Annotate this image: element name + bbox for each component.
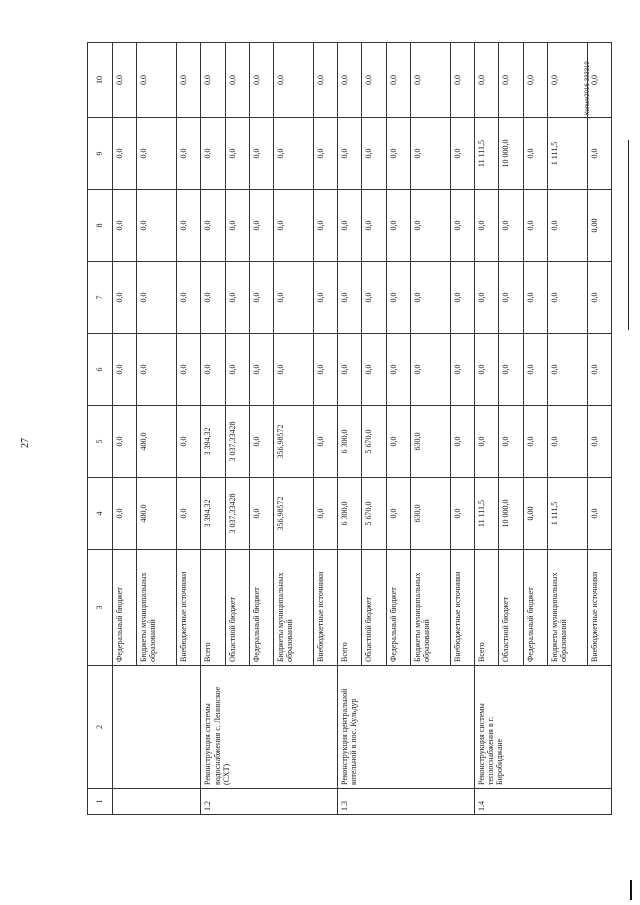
item-number-cell: 1.4	[475, 789, 612, 815]
value-cell: 0,0	[362, 190, 386, 262]
funding-source-cell: Федеральный бюджет	[113, 550, 137, 666]
funding-source-cell: Всего	[201, 550, 225, 666]
value-cell: 0,0	[523, 190, 547, 262]
value-cell: 0,0	[177, 406, 201, 478]
value-cell: 0,0	[249, 190, 273, 262]
value-cell: 0,0	[225, 118, 249, 190]
funding-source-cell: Внебюджетные источники	[177, 550, 201, 666]
copy-note: Копия/2016-333319	[585, 61, 591, 115]
value-cell: 0,0	[113, 118, 137, 190]
header-row	[88, 43, 113, 815]
value-cell: 1 111,5	[547, 118, 587, 190]
value-cell: 5 670,0	[362, 478, 386, 550]
value-cell: 0,0	[177, 43, 201, 118]
rotated-table-container	[87, 43, 612, 815]
item-name-cell: Реконструкция центральной котельной в пос. Кульдур	[338, 666, 475, 789]
value-cell: 0,0	[450, 43, 474, 118]
funding-source-cell: Областной бюджет	[499, 550, 523, 666]
value-cell: 0,0	[314, 118, 338, 190]
value-cell: 0,0	[410, 118, 450, 190]
value-cell: 0,0	[362, 118, 386, 190]
value-cell: 0,0	[450, 262, 474, 334]
value-cell: 0,0	[587, 118, 611, 190]
value-cell: 0,0	[547, 406, 587, 478]
value-cell: 0,0	[225, 334, 249, 406]
value-cell: 0,0	[274, 43, 314, 118]
item-name-cell: Реконструкция системы водоснабжения с. Ленинское (СХТ)	[201, 666, 338, 789]
value-cell: 0,0	[386, 406, 410, 478]
value-cell: 0,0	[450, 478, 474, 550]
value-cell: 400,0	[137, 478, 177, 550]
funding-source-cell: Федеральный бюджет	[249, 550, 273, 666]
value-cell: 356,98572	[274, 478, 314, 550]
margin-rule	[628, 140, 629, 330]
value-cell: 0,0	[274, 118, 314, 190]
value-cell: 0,0	[587, 334, 611, 406]
value-cell: 630,0	[410, 406, 450, 478]
value-cell: 0,0	[338, 43, 362, 118]
value-cell: 0,0	[450, 190, 474, 262]
value-cell: 0,0	[201, 190, 225, 262]
value-cell: 0,0	[113, 406, 137, 478]
value-cell: 0,0	[314, 190, 338, 262]
value-cell: 0,0	[201, 262, 225, 334]
value-cell: 0,00	[587, 190, 611, 262]
value-cell: 0,0	[137, 334, 177, 406]
value-cell: 0,0	[201, 118, 225, 190]
value-cell: 11 111,5	[475, 118, 499, 190]
column-header-10: 10	[88, 43, 113, 118]
value-cell: 0,0	[386, 118, 410, 190]
value-cell: 0,0	[587, 43, 611, 118]
value-cell: 0,0	[547, 190, 587, 262]
value-cell: 0,0	[410, 43, 450, 118]
value-cell: 0,0	[113, 190, 137, 262]
value-cell: 0,0	[137, 43, 177, 118]
value-cell: 0,0	[177, 262, 201, 334]
margin-mark	[630, 880, 632, 900]
value-cell: 0,0	[499, 334, 523, 406]
value-cell: 0,0	[225, 262, 249, 334]
table-row	[475, 43, 499, 815]
value-cell: 0,0	[499, 262, 523, 334]
value-cell: 0,0	[386, 43, 410, 118]
value-cell: 6 300,0	[338, 478, 362, 550]
funding-source-cell: Всего	[338, 550, 362, 666]
value-cell: 0,0	[523, 406, 547, 478]
value-cell: 0,0	[274, 334, 314, 406]
funding-source-cell: Бюджеты муниципальных образований	[547, 550, 587, 666]
value-cell: 630,0	[410, 478, 450, 550]
value-cell: 0,0	[249, 43, 273, 118]
value-cell: 11 111,5	[475, 478, 499, 550]
column-header-2: 2	[88, 666, 113, 789]
column-header-5: 5	[88, 406, 113, 478]
page-number: 27	[20, 438, 31, 448]
value-cell: 0,0	[386, 262, 410, 334]
value-cell: 0,0	[249, 262, 273, 334]
value-cell: 0,0	[113, 43, 137, 118]
funding-source-cell: Бюджеты муниципальных образований	[137, 550, 177, 666]
value-cell: 0,0	[249, 478, 273, 550]
value-cell: 0,0	[386, 478, 410, 550]
value-cell: 0,0	[410, 334, 450, 406]
value-cell: 0,0	[338, 118, 362, 190]
value-cell: 0,0	[201, 43, 225, 118]
column-header-3: 3	[88, 550, 113, 666]
funding-source-cell: Федеральный бюджет	[386, 550, 410, 666]
value-cell: 0,0	[137, 262, 177, 334]
value-cell: 0,0	[362, 334, 386, 406]
funding-source-cell: Областной бюджет	[225, 550, 249, 666]
value-cell: 0,0	[177, 478, 201, 550]
value-cell: 3 037,33428	[225, 478, 249, 550]
value-cell: 0,00	[523, 478, 547, 550]
value-cell: 0,0	[410, 190, 450, 262]
value-cell: 0,0	[177, 334, 201, 406]
value-cell: 0,0	[475, 334, 499, 406]
value-cell: 356,98572	[274, 406, 314, 478]
value-cell: 0,0	[314, 406, 338, 478]
value-cell: 0,0	[249, 118, 273, 190]
table-row	[113, 43, 137, 815]
table-row	[201, 43, 225, 815]
value-cell: 0,0	[547, 334, 587, 406]
item-number-cell: 1.3	[338, 789, 475, 815]
value-cell: 0,0	[450, 334, 474, 406]
value-cell: 0,0	[225, 190, 249, 262]
value-cell: 0,0	[450, 406, 474, 478]
value-cell: 10 000,0	[499, 478, 523, 550]
value-cell: 0,0	[523, 334, 547, 406]
value-cell: 0,0	[113, 334, 137, 406]
value-cell: 0,0	[587, 478, 611, 550]
value-cell: 0,0	[587, 406, 611, 478]
value-cell: 0,0	[225, 43, 249, 118]
column-header-7: 7	[88, 262, 113, 334]
value-cell: 0,0	[450, 118, 474, 190]
value-cell: 0,0	[475, 190, 499, 262]
value-cell: 0,0	[410, 262, 450, 334]
value-cell: 0,0	[547, 262, 587, 334]
funding-source-cell: Внебюджетные источники	[450, 550, 474, 666]
value-cell: 0,0	[249, 406, 273, 478]
funding-source-cell: Бюджеты муниципальных образований	[410, 550, 450, 666]
value-cell: 0,0	[338, 190, 362, 262]
item-name-cell	[113, 666, 201, 789]
value-cell: 0,0	[338, 334, 362, 406]
value-cell: 6 300,0	[338, 406, 362, 478]
value-cell: 3 394,32	[201, 406, 225, 478]
value-cell: 1 111,5	[547, 478, 587, 550]
value-cell: 0,0	[249, 334, 273, 406]
value-cell: 3 394,32	[201, 478, 225, 550]
funding-source-cell: Областной бюджет	[362, 550, 386, 666]
value-cell: 0,0	[475, 406, 499, 478]
value-cell: 0,0	[386, 190, 410, 262]
value-cell: 400,0	[137, 406, 177, 478]
item-number-cell	[113, 789, 201, 815]
funding-source-cell: Бюджеты муниципальных образований	[274, 550, 314, 666]
funding-source-cell: Внебюджетные источники	[587, 550, 611, 666]
table-row	[338, 43, 362, 815]
value-cell: 0,0	[475, 43, 499, 118]
value-cell: 0,0	[274, 262, 314, 334]
table-body	[113, 43, 612, 815]
value-cell: 0,0	[137, 118, 177, 190]
value-cell: 0,0	[386, 334, 410, 406]
item-name-cell: Реконструкция системы теплоснабжения в г. Биробиджане	[475, 666, 612, 789]
value-cell: 0,0	[523, 262, 547, 334]
column-header-6: 6	[88, 334, 113, 406]
value-cell: 0,0	[587, 262, 611, 334]
value-cell: 0,0	[113, 478, 137, 550]
column-header-9: 9	[88, 118, 113, 190]
value-cell: 0,0	[314, 43, 338, 118]
value-cell: 0,0	[475, 262, 499, 334]
value-cell: 0,0	[314, 334, 338, 406]
value-cell: 0,0	[499, 406, 523, 478]
value-cell: 5 670,0	[362, 406, 386, 478]
item-number-cell: 1.2	[201, 789, 338, 815]
value-cell: 0,0	[177, 190, 201, 262]
value-cell: 0,0	[362, 43, 386, 118]
funding-source-cell: Федеральный бюджет	[523, 550, 547, 666]
value-cell: 0,0	[314, 478, 338, 550]
column-header-8: 8	[88, 190, 113, 262]
funding-table	[87, 42, 612, 815]
column-header-1: 1	[88, 789, 113, 815]
value-cell: 0,0	[314, 262, 338, 334]
funding-source-cell: Всего	[475, 550, 499, 666]
column-header-4: 4	[88, 478, 113, 550]
funding-source-cell: Внебюджетные источники	[314, 550, 338, 666]
value-cell: 0,0	[523, 118, 547, 190]
value-cell: 0,0	[499, 43, 523, 118]
value-cell: 0,0	[499, 190, 523, 262]
value-cell: 0,0	[201, 334, 225, 406]
value-cell: 0,0	[523, 43, 547, 118]
value-cell: 0,0	[547, 43, 587, 118]
value-cell: 3 037,33428	[225, 406, 249, 478]
value-cell: 0,0	[274, 190, 314, 262]
value-cell: 10 000,0	[499, 118, 523, 190]
value-cell: 0,0	[362, 262, 386, 334]
value-cell: 0,0	[177, 118, 201, 190]
value-cell: 0,0	[113, 262, 137, 334]
value-cell: 0,0	[137, 190, 177, 262]
value-cell: 0,0	[338, 262, 362, 334]
